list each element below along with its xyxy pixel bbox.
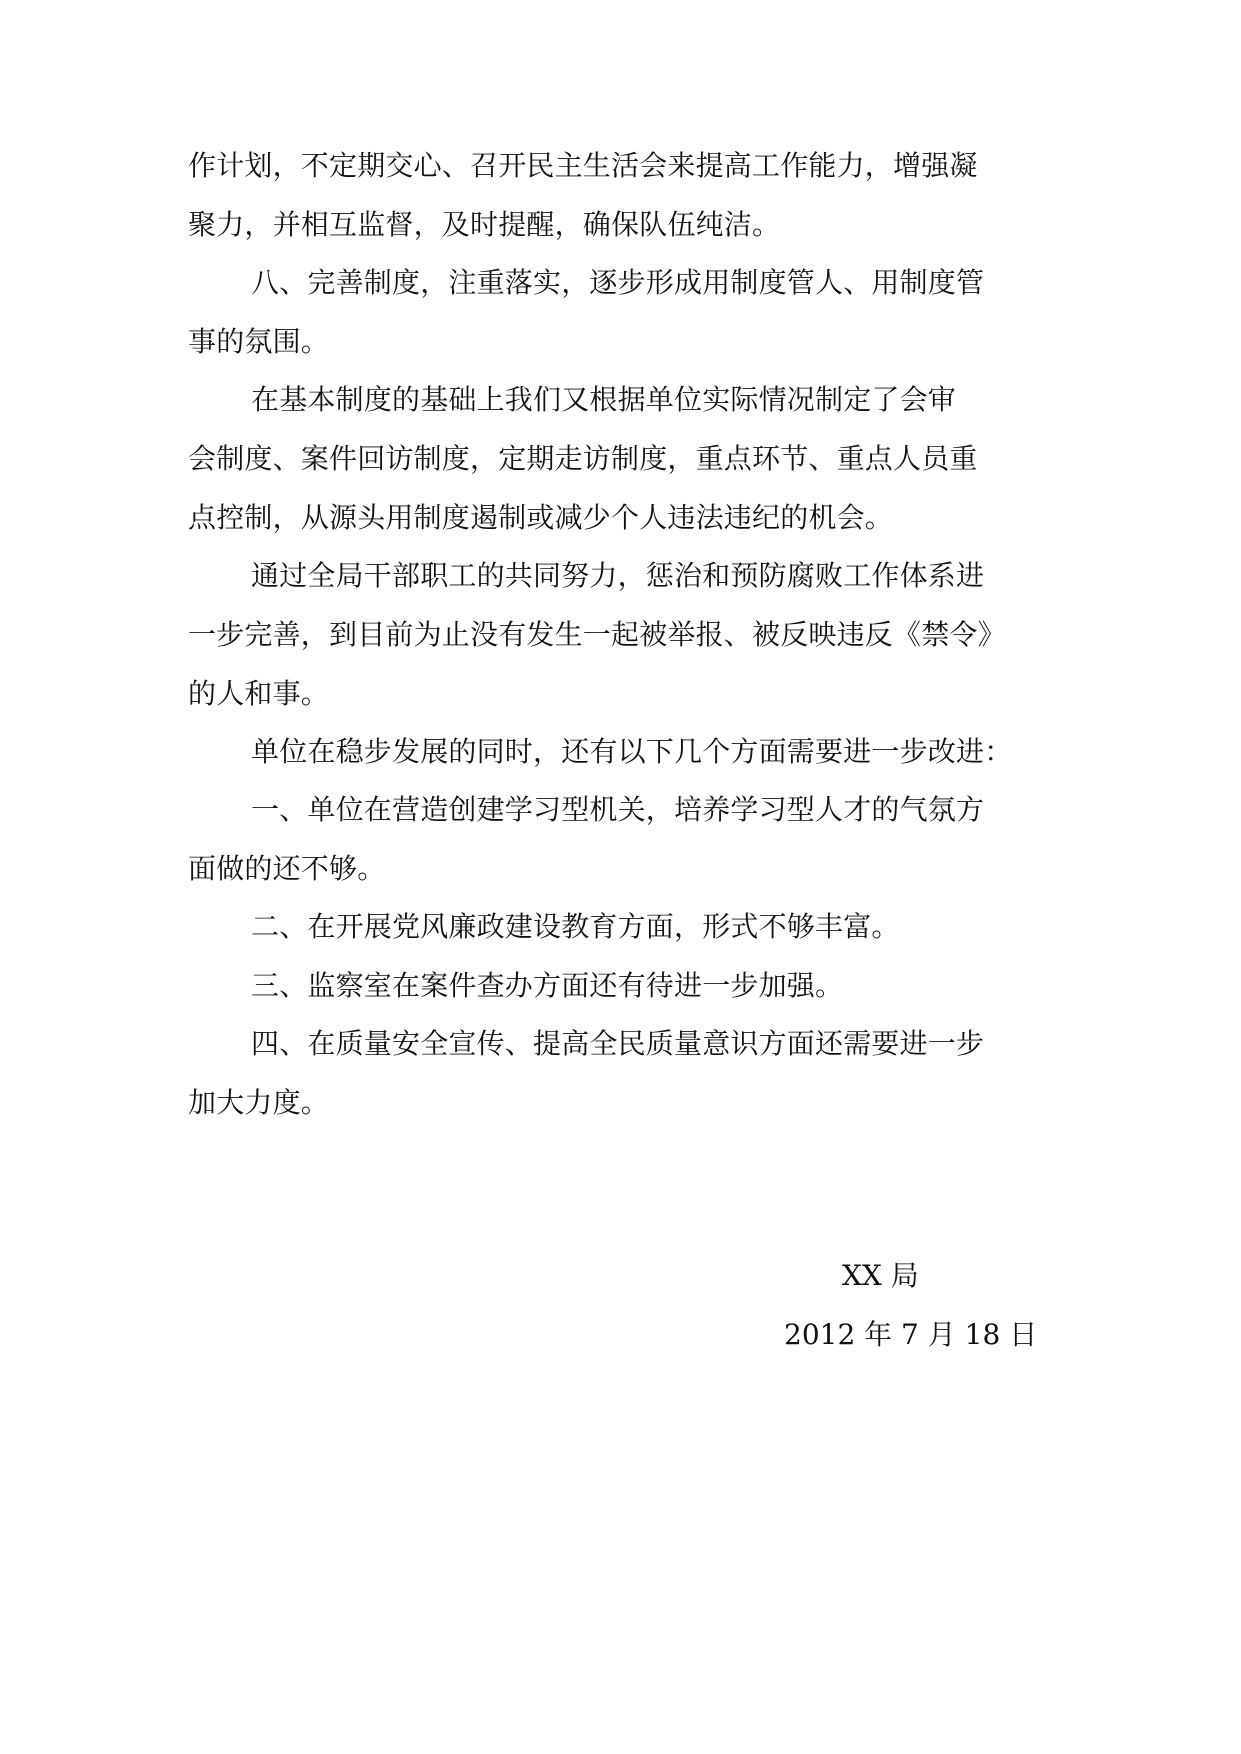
paragraph-line-15: 三、监察室在案件查办方面还有待进一步加强。 bbox=[251, 969, 844, 1002]
signature-date: 2012 年 7 月 18 日 bbox=[784, 1318, 1038, 1351]
paragraph-line-11: 单位在稳步发展的同时，还有以下几个方面需要进一步改进： bbox=[251, 735, 1013, 768]
paragraph-line-7: 点控制，从源头用制度遏制或减少个人违法违纪的机会。 bbox=[188, 501, 894, 534]
paragraph-line-4: 事的氛围。 bbox=[188, 325, 330, 358]
paragraph-line-2: 聚力，并相互监督，及时提醒，确保队伍纯洁。 bbox=[188, 208, 781, 241]
paragraph-line-5: 在基本制度的基础上我们又根据单位实际情况制定了会审 bbox=[251, 383, 957, 416]
paragraph-line-8: 通过全局干部职工的共同努力，惩治和预防腐败工作体系进 bbox=[251, 559, 985, 592]
paragraph-line-16: 四、在质量安全宣传、提高全民质量意识方面还需要进一步 bbox=[251, 1027, 985, 1060]
paragraph-line-6: 会制度、案件回访制度，定期走访制度，重点环节、重点人员重 bbox=[188, 442, 978, 475]
paragraph-line-1: 作计划，不定期交心、召开民主生活会来提高工作能力，增强凝 bbox=[188, 149, 978, 182]
paragraph-line-3: 八、完善制度，注重落实，逐步形成用制度管人、用制度管 bbox=[251, 266, 985, 299]
signature-organization: XX 局 bbox=[842, 1259, 919, 1292]
paragraph-line-10: 的人和事。 bbox=[188, 677, 330, 710]
paragraph-line-14: 二、在开展党风廉政建设教育方面，形式不够丰富。 bbox=[251, 910, 900, 943]
paragraph-line-12: 一、单位在营造创建学习型机关，培养学习型人才的气氛方 bbox=[251, 793, 985, 826]
paragraph-line-17: 加大力度。 bbox=[188, 1086, 330, 1119]
paragraph-line-13: 面做的还不够。 bbox=[188, 852, 386, 885]
paragraph-line-9: 一步完善，到目前为止没有发生一起被举报、被反映违反《禁令》 bbox=[188, 618, 1006, 651]
